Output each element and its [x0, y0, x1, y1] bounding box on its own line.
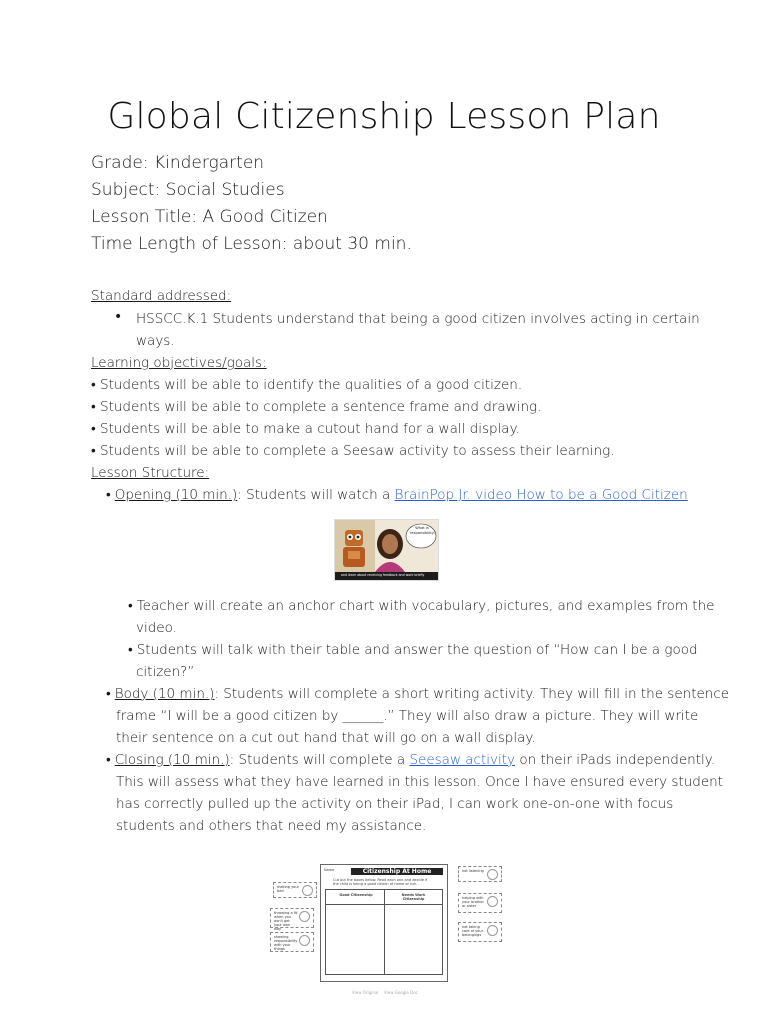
bullet-icon: •: [106, 752, 111, 768]
cutout-card: [458, 922, 502, 942]
view-google-doc-link[interactable]: View Google Doc: [384, 990, 418, 995]
child-icon: [487, 896, 498, 907]
bullet-icon: •: [128, 598, 133, 614]
lesson-meta: [91, 150, 412, 258]
sub-item-text: Teacher will create an anchor chart with vocabulary, pictures, and examples from the: [136, 598, 715, 614]
child-icon: [487, 925, 498, 936]
closing-pre: : Students will complete a: [229, 752, 410, 768]
sub-item-2-line-1: [128, 639, 698, 661]
opening-label: Opening (10 min.): [114, 487, 238, 503]
body-text: : Students will complete a short writing activity. They will fill in the sentence: [214, 686, 730, 702]
closing-line-4: students and others that need my assistance.: [116, 818, 427, 834]
standard-heading: Standard addressed:: [91, 288, 232, 304]
body-label: Body (10 min.): [114, 686, 215, 702]
objective-item: • Students will be able to complete a Seesaw activity to assess their learning.: [91, 443, 615, 459]
structure-heading: Lesson Structure:: [91, 465, 210, 481]
standard-line-2: ways.: [136, 333, 175, 349]
objectives-heading: Learning objectives/goals:: [91, 355, 267, 371]
child-icon: [487, 869, 498, 880]
bullet-icon: •: [128, 642, 133, 658]
cutout-text: throwing a fit when you don't get your own way: [274, 911, 298, 931]
body-line-2: frame “I will be a good citizen by ______.” They will also draw a picture. They will write: [116, 708, 699, 724]
cutout-card: [458, 893, 502, 913]
worksheet-col-good: Good Citizenship: [339, 893, 373, 897]
body-line-1: [106, 683, 729, 705]
worksheet-col-needs-work: Needs Work Citizenship: [401, 893, 426, 901]
standard-bullet: •: [114, 309, 123, 325]
cutout-text: making your bed: [277, 885, 299, 893]
cutout-text: helping with your brother or sister: [462, 896, 484, 908]
video-caption: and learn about receiving feedback and work briefly: [341, 573, 425, 577]
objective-item: • Students will be able to identify the qualities of a good citizen.: [91, 377, 523, 393]
child-icon: [299, 911, 310, 922]
child-icon: [299, 935, 310, 946]
cutout-text: not taking care of your belongings: [462, 925, 484, 937]
bullet-icon: •: [106, 487, 111, 503]
closing-line-2: This will assess what they have learned in this lesson. Once I have ensured every student: [116, 774, 723, 790]
worksheet-name-label: Name: [324, 868, 335, 872]
lesson-title-line: Lesson Title: A Good Citizen: [91, 207, 328, 227]
video-speech-bubble-text: What is responsibility?: [410, 526, 436, 535]
worksheet-title: Citizenship At Home: [351, 868, 443, 875]
closing-post: on their iPads independently.: [515, 752, 716, 768]
page-title: Global Citizenship Lesson Plan: [107, 96, 661, 137]
cutout-text: showing responsibility with your things: [274, 935, 298, 951]
sub-item-1-line-1: [128, 595, 714, 617]
subject-line: Subject: Social Studies: [91, 180, 285, 200]
cutout-card: [270, 908, 314, 931]
objective-item: • Students will be able to complete a sentence frame and drawing.: [91, 399, 542, 415]
sub-item-1-line-2: video.: [136, 620, 177, 636]
worksheet-header-rule: [326, 904, 442, 905]
objective-item: • Students will be able to make a cutout hand for a wall display.: [91, 421, 520, 437]
worksheet-table: [325, 889, 443, 975]
video-thumbnail[interactable]: [334, 519, 439, 581]
standard-line-1: HSSCC.K.1 Students understand that being a good citizen involves acting in certain: [136, 311, 700, 327]
closing-line-3: has correctly pulled up the activity on their iPad, I can work one-on-one with focus: [116, 796, 674, 812]
sub-item-2-line-2: citizen?”: [136, 664, 195, 680]
brainpop-video-link[interactable]: BrainPop Jr. video How to be a Good Citizen: [394, 487, 688, 503]
grade-line: Grade: Kindergarten: [91, 153, 265, 173]
cutout-card: [458, 866, 502, 882]
cutout-text: not listening: [462, 869, 484, 873]
cutout-card: [273, 882, 317, 898]
body-line-3: their sentence on a cut out hand that will go on a wall display.: [116, 730, 536, 746]
sub-item-text: Students will talk with their table and answer the question of “How can I be a good: [136, 642, 698, 658]
closing-label: Closing (10 min.): [114, 752, 230, 768]
cutout-card: [270, 932, 314, 952]
worksheet-image: [320, 864, 448, 982]
view-original-link[interactable]: View Original: [352, 990, 379, 995]
closing-line-1: [106, 749, 715, 771]
bullet-icon: •: [106, 686, 111, 702]
opening-line: [106, 484, 688, 506]
worksheet-instructions: Cut out the boxes below. Read each one and decide if the child is being a good citizen at home or not.: [333, 878, 428, 886]
worksheet-divider: [384, 890, 385, 974]
time-length-line: Time Length of Lesson: about 30 min.: [91, 234, 412, 254]
child-icon: [302, 885, 313, 896]
opening-text: : Students will watch a: [237, 487, 395, 503]
seesaw-activity-link[interactable]: Seesaw activity: [409, 752, 516, 768]
